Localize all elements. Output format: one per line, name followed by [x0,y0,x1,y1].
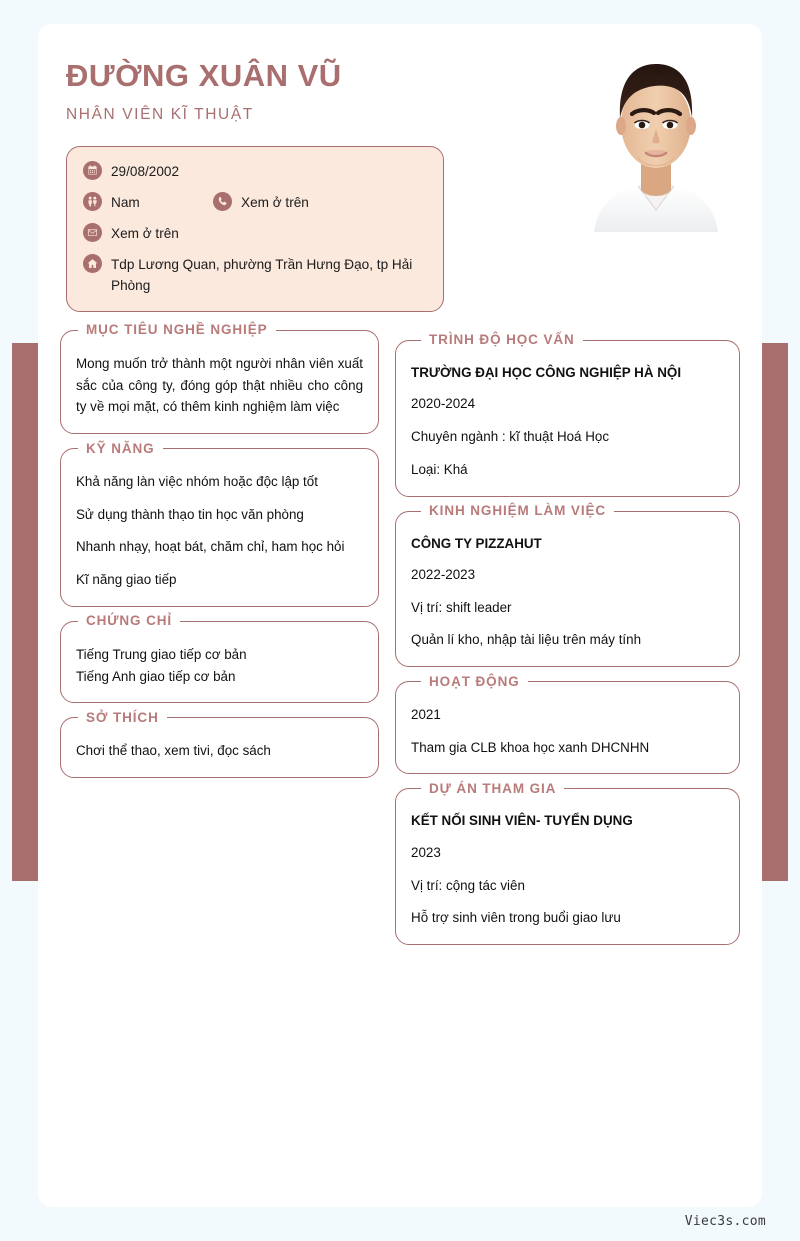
section-activities [395,673,740,774]
skill-item: Nhanh nhạy, hoạt bát, chăm chỉ, ham học hỏi [76,539,345,555]
section-education [395,332,740,497]
section-body-experience [395,511,740,668]
section-body-activities [395,681,740,774]
section-title-experience: KINH NGHIỆM LÀM VIỆC [421,502,614,520]
contact-phone [213,191,309,213]
right-column [395,330,740,959]
home-icon [83,254,102,273]
section-title-hobbies: SỞ THÍCH [78,708,167,726]
objective-text: Mong muốn trở thành một người nhân viên xuất sắc của công ty, đóng góp thật nhiều cho công ty về mọi mặt, có thêm kinh nghiệm làm việc [76,355,364,415]
envelope-icon [83,223,102,242]
contact-row [83,160,427,182]
section-title-projects: DỰ ÁN THAM GIA [421,779,564,797]
section-body-hobbies [60,717,379,778]
section-objective [60,322,379,434]
section-title-objective: MỤC TIÊU NGHỀ NGHIỆP [78,321,276,339]
calendar-icon [83,161,102,180]
contact-birthday [83,160,179,182]
contact-gender [83,191,213,213]
skill-item: Sử dụng thành thạo tin học văn phòng [76,506,304,522]
section-title-education: TRÌNH ĐỘ HỌC VẤN [421,331,583,349]
left-column [60,322,379,792]
experience-line: 2022-2023 [411,566,476,582]
cv-columns [38,312,762,959]
project-name: KẾT NỐI SINH VIÊN- TUYỂN DỤNG [411,813,633,829]
project-line: Vị trí: cộng tác viên [411,877,525,893]
section-hobbies [60,709,379,778]
experience-line: Vị trí: shift leader [411,599,512,615]
section-skills [60,440,379,607]
candidate-job-title: NHÂN VIÊN KĨ THUẬT [66,105,254,123]
section-body-projects [395,788,740,945]
gender-icon [83,192,102,211]
candidate-name: ĐƯỜNG XUÂN VŨ [66,58,342,93]
contact-card [66,146,444,312]
experience-line: Quản lí kho, nhập tài liệu trên máy tính [411,632,642,648]
section-body-certificates [60,621,379,703]
contact-row [83,253,427,296]
education-line: Loại: Khá [411,461,468,477]
education-school: TRƯỜNG ĐẠI HỌC CÔNG NGHIỆP HÀ NỘI [411,364,682,380]
skill-item: Kĩ năng giao tiếp [76,572,177,588]
section-body-objective [60,330,379,434]
education-line: Chuyên ngành : kĩ thuật Hoá Học [411,429,610,445]
contact-gender-value: Nam [111,194,140,210]
contact-phone-value: Xem ở trên [241,194,309,210]
hobby-item: Chơi thể thao, xem tivi, đọc sách [76,743,271,759]
section-projects [395,780,740,945]
activity-line: 2021 [411,707,441,723]
section-title-activities: HOẠT ĐỘNG [421,672,528,690]
phone-icon [213,192,232,211]
activity-line: Tham gia CLB khoa học xanh DHCNHN [411,739,650,755]
project-line: Hỗ trợ sinh viên trong buổi giao lưu [411,910,621,926]
section-title-skills: KỸ NĂNG [78,439,163,457]
contact-email [83,222,179,244]
portrait-photo [586,32,726,232]
section-title-certificates: CHỨNG CHỈ [78,612,180,630]
contact-birthday-value: 29/08/2002 [111,163,180,179]
right-decorative-bar [762,343,788,881]
certificate-item: Tiếng Trung giao tiếp cơ bản [76,646,247,662]
left-decorative-bar [12,343,38,881]
section-certificates [60,613,379,703]
section-body-education [395,340,740,497]
project-line: 2023 [411,844,441,860]
section-experience [395,503,740,668]
certificate-item: Tiếng Anh giao tiếp cơ bản [76,668,236,684]
contact-row [83,191,427,213]
contact-address-value: Tdp Lương Quan, phường Trần Hưng Đạo, tp Hải Phòng [111,256,413,293]
skill-item: Khả năng làn việc nhóm hoặc độc lập tốt [76,474,318,490]
section-body-skills [60,448,379,607]
contact-address [83,253,427,296]
cv-header [38,24,762,124]
site-watermark: Viec3s.com [684,1214,766,1229]
contact-email-value: Xem ở trên [111,225,179,241]
cv-sheet [38,24,762,1207]
experience-company: CÔNG TY PIZZAHUT [411,535,542,551]
contact-row [83,222,427,244]
education-line: 2020-2024 [411,396,476,412]
